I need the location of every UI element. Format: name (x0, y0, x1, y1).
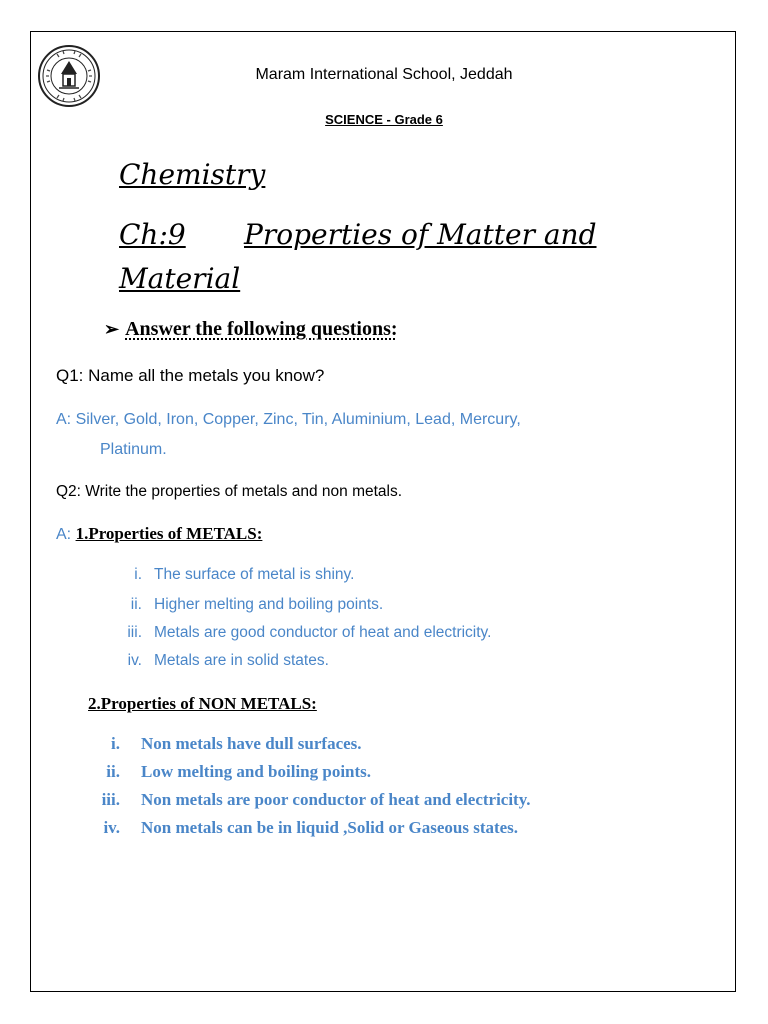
list-item-text: Metals are good conductor of heat and electricity. (154, 624, 492, 641)
subject-title-text: Chemistry (119, 158, 266, 191)
school-name: Maram International School, Jeddah (255, 66, 513, 83)
list-item-number: ii. (130, 596, 142, 613)
list-item-text: Non metals have dull surfaces. (141, 734, 362, 753)
question-2: Q2: Write the properties of metals and non metals. (56, 483, 403, 500)
list-item-number: iii. (101, 790, 120, 809)
chapter-title-line1: Properties of Matter and (244, 218, 597, 251)
list-item-number: iii. (127, 624, 142, 641)
list-item-text: Non metals are poor conductor of heat and electricity. (141, 790, 531, 809)
answer-prefix: A: (56, 526, 76, 543)
instruction (104, 318, 398, 341)
answer-1-line1: A: Silver, Gold, Iron, Copper, Zinc, Tin, Aluminium, Lead, Mercury, (56, 411, 521, 428)
list-item-text: The surface of metal is shiny. (154, 566, 355, 583)
list-item-number: i. (111, 734, 120, 753)
instruction-text: Answer the following questions: (125, 318, 398, 340)
chapter-heading (119, 218, 597, 251)
chapter-number: Ch:9 (119, 218, 186, 251)
list-item-number: i. (134, 566, 142, 583)
subject-title (119, 158, 265, 191)
arrow-bullet-icon: ➢ (104, 319, 120, 339)
metals-heading-text: 1.Properties of METALS: (75, 524, 263, 543)
chapter-title-line2-text: Material (119, 262, 241, 295)
list-item-text: Low melting and boiling points. (141, 762, 372, 781)
list-item-number: iv. (127, 652, 142, 669)
subject-grade-text: SCIENCE - Grade 6 (325, 112, 443, 127)
metals-heading (56, 524, 262, 544)
list-item-text: Metals are in solid states. (154, 652, 329, 669)
question-1: Q1: Name all the metals you know? (56, 366, 325, 385)
nonmetals-heading: 2.Properties of NON METALS: (88, 694, 317, 713)
list-item-text: Higher melting and boiling points. (154, 596, 384, 613)
chapter-title-line2 (119, 262, 240, 295)
list-item-text: Non metals can be in liquid ,Solid or Gaseous states. (141, 818, 519, 837)
answer-1-line2: Platinum. (100, 441, 167, 458)
list-item-number: ii. (106, 762, 120, 781)
list-item-number: iv. (103, 818, 120, 837)
subject-grade (0, 112, 768, 127)
